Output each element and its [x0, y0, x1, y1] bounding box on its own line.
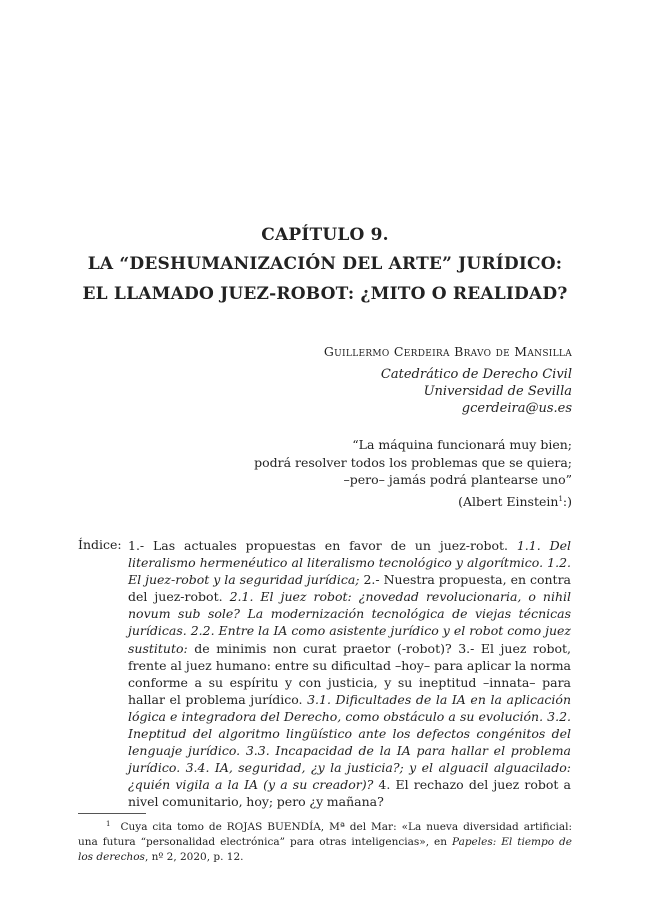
- footnote: [78, 820, 572, 865]
- index-segment: 1.1. Del literalismo hermenéutico al literalismo tecnológico y algorítmico. 1.2. El juez-robot y la seguridad jurídica;: [128, 538, 571, 588]
- index-segment: de minimis non curat praetor (-robot)? 3.- El juez robot, frente al juez humano: entre su dificultad –hoy– para aplicar la norma conforme a su espíritu y con justicia, y su ineptitud –innata– para hallar el problema jurídico.: [128, 640, 571, 707]
- author-university: Universidad de Sevilla: [423, 384, 572, 399]
- footnote-separator: [78, 813, 146, 814]
- footnote-text-end: , nº 2, 2020, p. 12.: [144, 851, 244, 863]
- author-name: Guillermo Cerdeira Bravo de Mansilla: [323, 344, 572, 359]
- epigraph-attribution: [458, 494, 572, 509]
- index-segment: 2.- Nuestra propuesta, en contra del juez-robot.: [128, 572, 572, 605]
- chapter-title-line-1: LA “DESHUMANIZACIÓN DEL ARTE” JURÍDICO:: [87, 254, 563, 274]
- footnote-journal-title: Papeles: El tiempo de los derechos: [78, 836, 572, 863]
- index-segment: 1.- Las actuales propuestas en favor de un juez-robot.: [128, 538, 517, 553]
- footnote-text: Cuya cita tomo de ROJAS BUENDÍA, Mª del Mar: «La nueva diversidad artificial: una futura “personalidad electrónica” para otras inteligencias», en: [78, 821, 572, 848]
- chapter-number: CAPÍTULO 9.: [261, 225, 389, 245]
- index-segment: 3.1. Dificultades de la IA en la aplicación lógica e integradora del Derecho, como obstáculo a su evolución. 3.2. Ineptitud del algoritmo lingüístico ante los defectos congénitos del lenguaje jurídico. 3.3. Incapacidad de la IA para hallar el problema jurídico. 3.4. IA, seguridad, ¿y la justicia?; y el alguacil alguacilado: ¿quién vigila a la IA (y a su creador)?: [128, 691, 571, 793]
- epigraph-line-2: podrá resolver todos los problemas que se quiera;: [254, 455, 572, 470]
- index-contents: [128, 537, 571, 811]
- author-position: Catedrático de Derecho Civil: [380, 367, 572, 382]
- chapter-title-line-2: EL LLAMADO JUEZ-ROBOT: ¿MITO O REALIDAD?: [82, 284, 568, 304]
- index-segment: 2.1. El juez robot: ¿novedad revolucionaria, o nihil novum sub sole? La modernización tecnológica de viejas técnicas jurídicas. 2.2. Entre la IA como asistente jurídico y el robot como juez sustituto:: [128, 589, 572, 656]
- author-email: gcerdeira@us.es: [461, 401, 572, 416]
- epigraph-line-1: “La máquina funcionará muy bien;: [352, 437, 572, 452]
- footnote-number: 1: [106, 819, 111, 828]
- index-segment: 4. El rechazo del juez robot a nivel comunitario, hoy; pero ¿y mañana?: [128, 777, 572, 810]
- attribution-text: (Albert Einstein: [458, 494, 559, 509]
- attribution-close: :): [562, 494, 572, 509]
- footnote-reference[interactable]: 1: [558, 494, 563, 503]
- index-label: Índice:: [78, 537, 122, 552]
- epigraph-line-3: –pero– jamás podrá plantearse uno”: [343, 472, 572, 487]
